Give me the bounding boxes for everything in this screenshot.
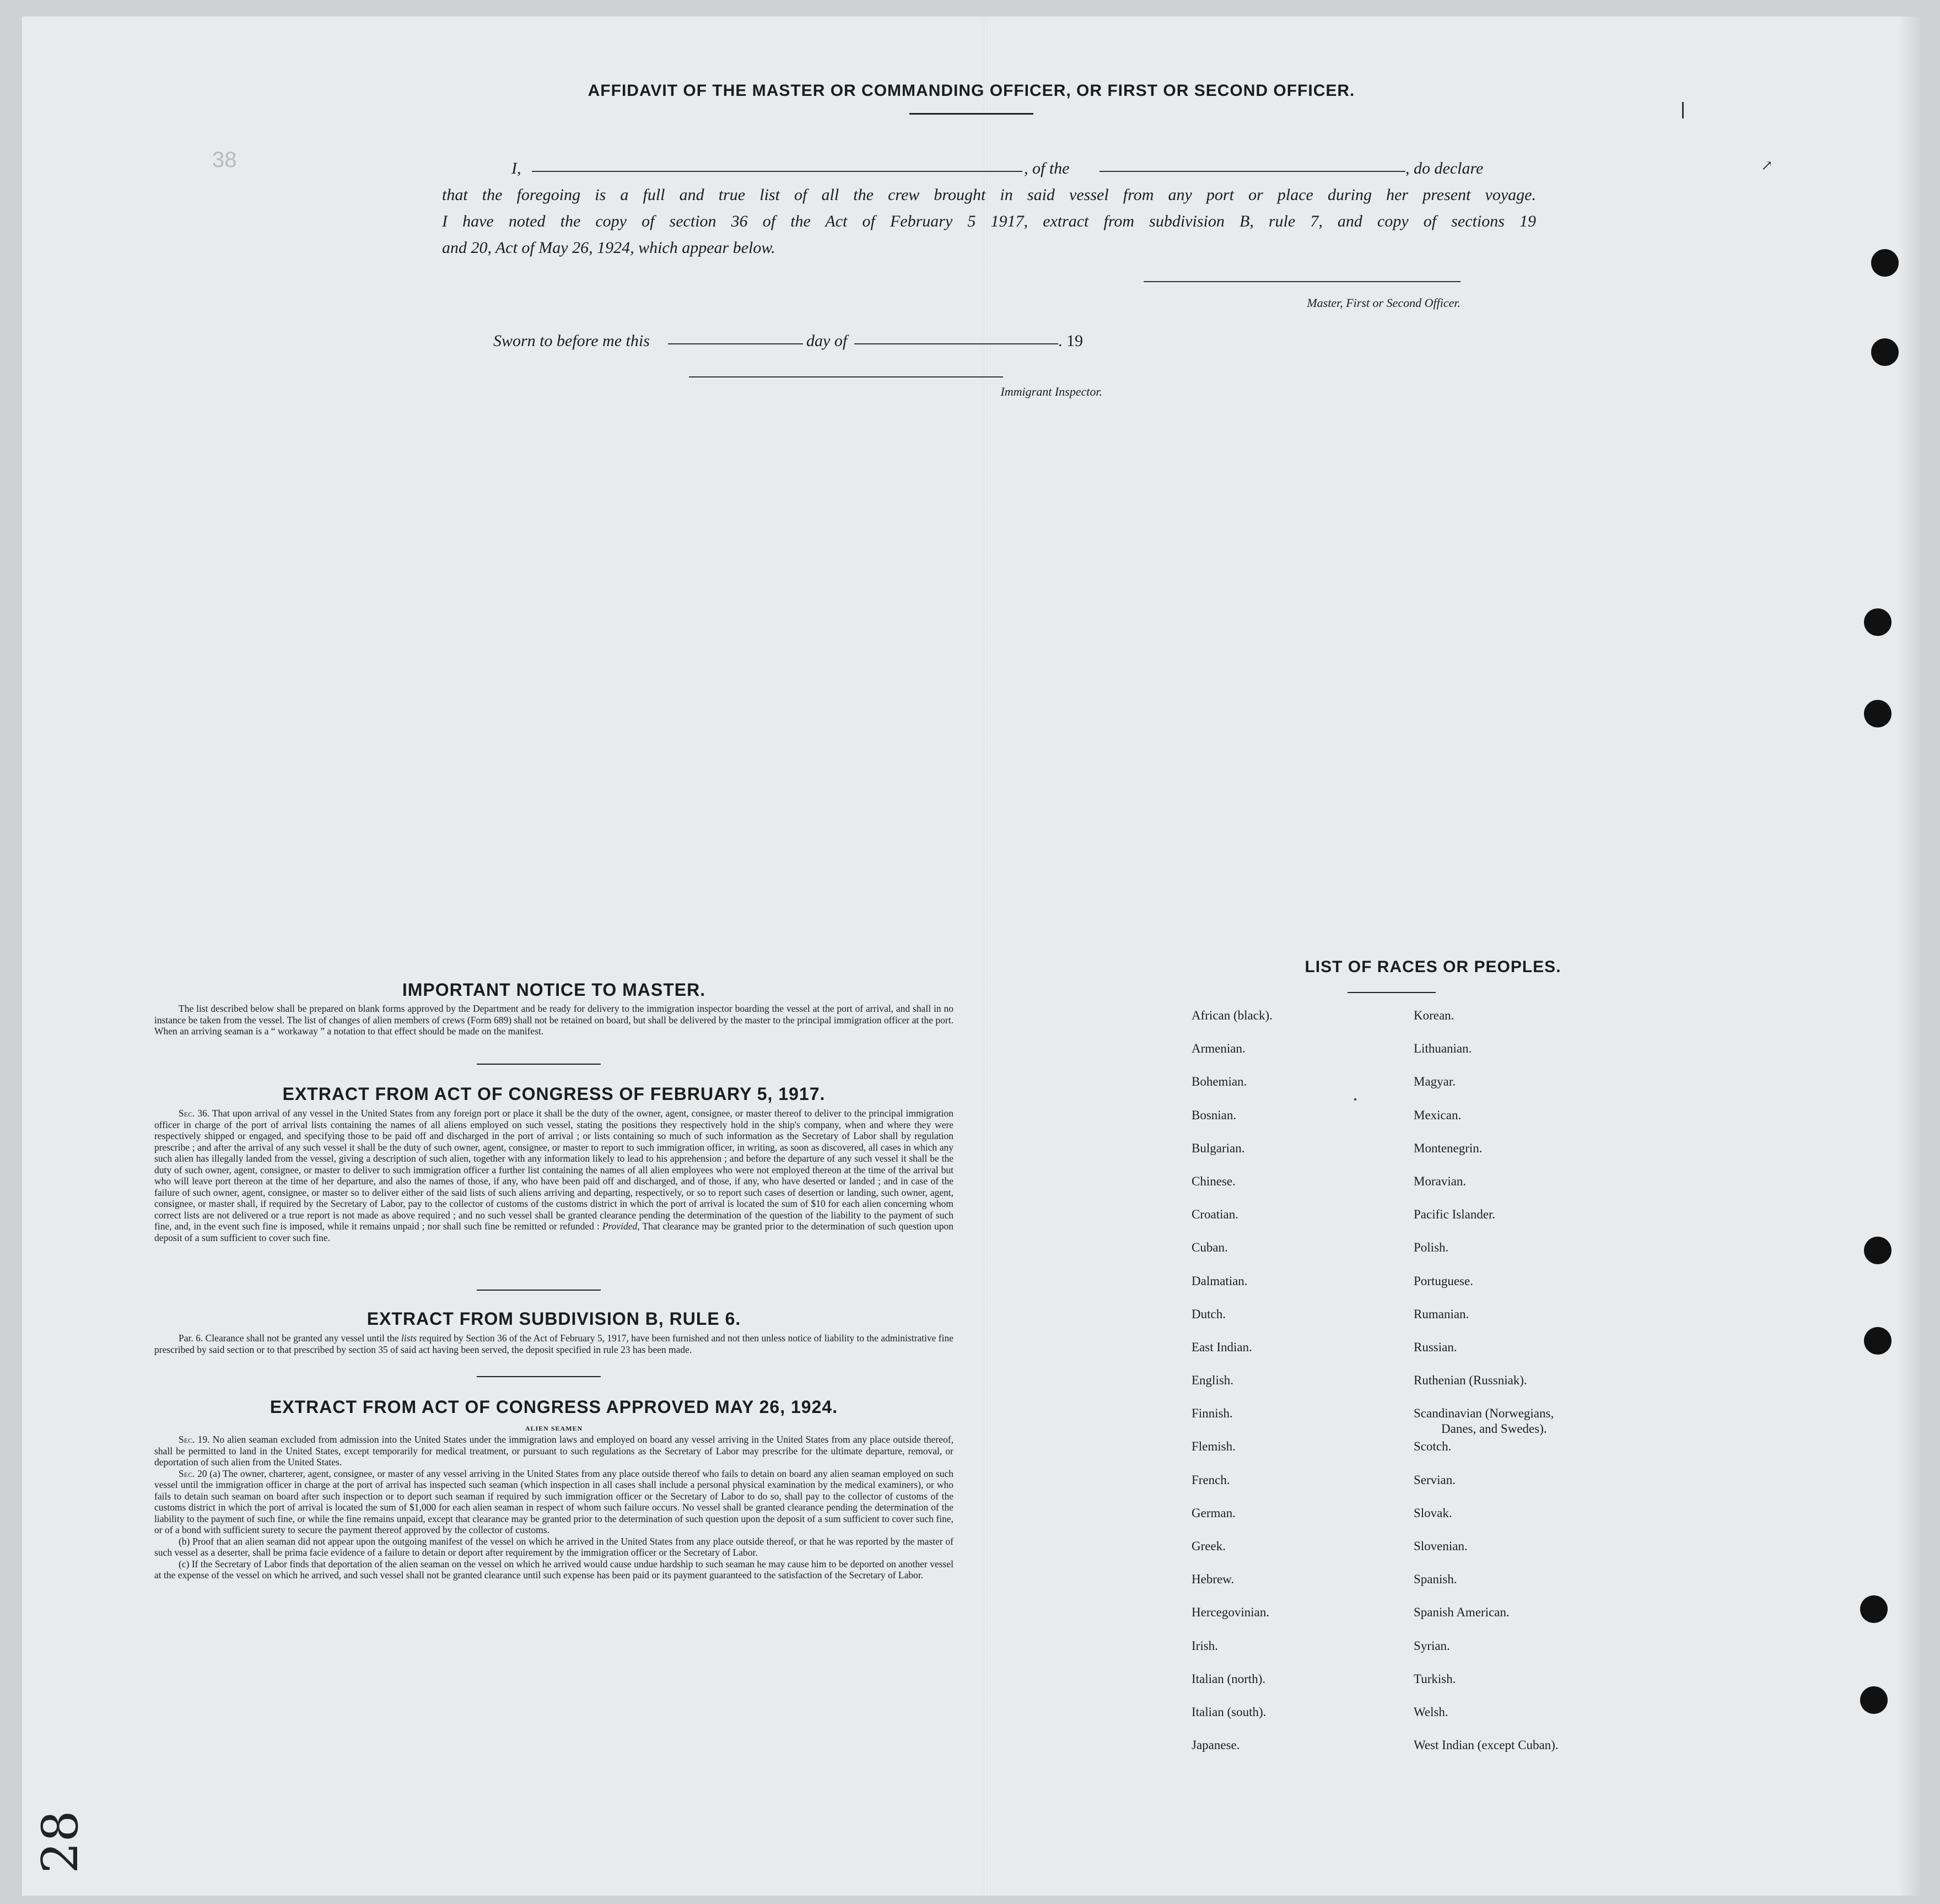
races-right-column (1414, 1008, 1651, 1771)
affidavit-line-4: and 20, Act of May 26, 1924, which appear below. (442, 239, 775, 257)
race-item: Armenian. (1192, 1042, 1246, 1056)
race-item: Rumanian. (1414, 1307, 1469, 1321)
section-36-paragraph (154, 1108, 953, 1243)
race-item: West Indian (except Cuban). (1414, 1738, 1559, 1752)
race-item: Hebrew. (1192, 1572, 1235, 1587)
rule-6-rule (477, 1376, 601, 1377)
notice-text-block (154, 1003, 953, 1037)
notice-title: IMPORTANT NOTICE TO MASTER. (402, 980, 706, 1000)
race-item: Syrian. (1414, 1638, 1450, 1653)
notice-paragraph: The list described below shall be prepared on blank forms approved by the Department and be ready for delivery to the immigration inspector boarding the vessel at the port of arrival, and shall in no instance be taken from the vessel. The list of changes of alien members of crews (Form 689) shall not be retained on board, but shall be delivered by the master to the principal immigration officer at the port. When an arriving seaman is a “ workaway ” a notation to that effect should be made on the manifest. (154, 1003, 953, 1037)
binder-hole (1864, 700, 1892, 727)
section-36-label: Sec. 36. (179, 1108, 210, 1119)
alien-seamen-subtitle: ALIEN SEAMEN (525, 1425, 583, 1432)
affidavit-line-3: I have noted the copy of section 36 of the Act of February 5 1917, extract from subdivision B, rule 7, and copy of sections 19 (442, 212, 1536, 230)
binder-hole (1864, 608, 1892, 636)
sworn-label: Sworn to before me this (493, 332, 650, 350)
race-item: Lithuanian. (1414, 1042, 1472, 1056)
race-item: Irish. (1192, 1638, 1218, 1653)
race-item: Bulgarian. (1192, 1141, 1245, 1155)
scandinavian-continuation: Danes, and Swedes). (1441, 1422, 1547, 1436)
center-fold (984, 17, 987, 1896)
race-item: Italian (south). (1192, 1705, 1267, 1719)
race-item: Spanish American. (1414, 1605, 1510, 1620)
margin-arrow-mark: ↗ (1761, 158, 1773, 174)
affidavit-line-2: that the foregoing is a full and true list of all the crew brought in said vessel from any port or place during her present voyage. (442, 186, 1536, 204)
race-item: Servian. (1414, 1473, 1456, 1487)
section-20-label: Sec. 20 (179, 1468, 207, 1479)
race-item: German. (1192, 1506, 1236, 1520)
affidavit-of-the-label: , of the (1024, 159, 1070, 177)
sworn-year-label: . 19 (1058, 332, 1083, 350)
race-item: English. (1192, 1373, 1234, 1388)
master-signature-caption: Master, First or Second Officer. (1307, 296, 1461, 310)
rule-6-paragraph (154, 1333, 953, 1355)
extract-1917-title: EXTRACT FROM ACT OF CONGRESS OF FEBRUARY 5, 1917. (282, 1084, 826, 1104)
binder-hole (1864, 1237, 1892, 1264)
race-item: Bosnian. (1192, 1108, 1237, 1122)
race-item: Hercegovinian. (1192, 1605, 1270, 1620)
race-item: Flemish. (1192, 1439, 1236, 1454)
affidavit-title-rule (909, 113, 1033, 115)
race-item: Bohemian. (1192, 1075, 1247, 1089)
sworn-month-blank[interactable] (854, 343, 1058, 344)
sworn-day-of-label: day of (806, 332, 848, 350)
inspector-caption: Immigrant Inspector. (1000, 385, 1102, 398)
race-item: Turkish. (1414, 1671, 1456, 1686)
race-item: East Indian. (1192, 1340, 1252, 1354)
races-title: LIST OF RACES OR PEOPLES. (1305, 958, 1561, 976)
race-item: Mexican. (1414, 1108, 1462, 1122)
race-item: Dalmatian. (1192, 1274, 1248, 1288)
section-19-paragraph (154, 1434, 953, 1468)
race-item: Magyar. (1414, 1075, 1456, 1089)
handwritten-page-number: 28 (31, 1810, 89, 1874)
race-item: Korean. (1414, 1008, 1454, 1022)
notice-rule (477, 1064, 601, 1065)
race-item: Slovenian. (1414, 1539, 1468, 1553)
race-item: Welsh. (1414, 1705, 1448, 1719)
race-item: Finnish. (1192, 1406, 1233, 1421)
master-signature-line[interactable] (1144, 281, 1461, 282)
rule-6-text-a: Par. 6. Clearance shall not be granted any vessel until the (179, 1333, 399, 1344)
provided-label: Provided, (602, 1221, 640, 1232)
section-20b-paragraph: (b) Proof that an alien seaman did not appear upon the outgoing manifest of the vessel on which he arrived in the United States from any place outside thereof, or that he was reported by the master of such vessel as a deserter, shall be prima facie evidence of a failure to detain or deport after requirement by the immigration officer or the Secretary of Labor. (154, 1535, 953, 1558)
faint-handwritten-number: 38 (212, 148, 237, 172)
race-item: African (black). (1192, 1008, 1273, 1022)
inspector-signature-line[interactable] (689, 376, 1003, 377)
binder-hole (1871, 338, 1899, 366)
race-item: Chinese. (1192, 1174, 1236, 1188)
name-blank-line[interactable] (532, 171, 1022, 172)
section-36-text: That upon arrival of any vessel in the United States from any foreign port or place it shall be the duty of the owner, agent, consignee, or master thereof to deliver to the principal immigration officer in charge of the port of arrival lists containing the names of all aliens employed on such vessel, stating the positions they respectively hold in the ship's company, when and where they were respectively shipped or engaged, and specifying those to be paid off and discharged in the port of arrival ; or lists containing so much of such information as the Secretary of Labor shall by regulation prescribe ; and after the arrival of any such vessel it shall be the duty of such owner, agent, consignee, or master to report to such immigration officer, in writing, as soon as discovered, all cases in which any such alien has illegally landed from the vessel, giving a description of such alien, together with any information likely to lead to his apprehension ; and before the departure of any such vessel it shall be the duty of such owner, agent, consignee, or master to deliver to such immigration officer a further list containing the names of all alien employees who were not employed thereon at the time of the arrival but who will leave port thereon at the time of her departure, and also the names of those, if any, who have been paid off and discharged, and of those, if any, who have deserted or landed ; and in case of the failure of such owner, agent, consignee, or master so to deliver either of the said lists of such aliens arriving and departing, respectively, or so to report such cases of desertion or landing, such owner, agent, consignee, or master shall, if required by the Secretary of Labor, pay to the collector of customs of the customs district in which the port of arrival is located the sum of $10 for each alien concerning whom correct lists are not delivered or a true report is not made as above required ; and no such vessel shall be granted clearance pending the determination of the question of the liability to the payment of such fine, and, in the event such fine is imposed, while it remains unpaid ; nor shall such fine be remitted or refunded : (154, 1108, 953, 1232)
extract-1917-text-block (154, 1108, 953, 1243)
race-item: Moravian. (1414, 1174, 1467, 1188)
stray-dot (1354, 1098, 1356, 1101)
race-item: Cuban. (1192, 1240, 1228, 1255)
rule-6-title: EXTRACT FROM SUBDIVISION B, RULE 6. (367, 1309, 741, 1329)
affidavit-title: AFFIDAVIT OF THE MASTER OR COMMANDING OFFICER, OR FIRST OR SECOND OFFICER. (588, 82, 1355, 100)
race-item: Polish. (1414, 1240, 1449, 1255)
rule-6-lists-word: lists (401, 1333, 417, 1344)
sworn-day-blank[interactable] (668, 343, 803, 344)
race-item: Spanish. (1414, 1572, 1457, 1587)
affidavit-i-label: I, (511, 159, 521, 177)
race-item: Portuguese. (1414, 1274, 1473, 1288)
race-item: Dutch. (1192, 1307, 1226, 1321)
binder-hole (1871, 249, 1899, 277)
rule-6-text-b: required by Section 36 of the Act of February 5, 1917, have been furnished and not then unless notice of liability to the administrative fine prescribed by said section or to that prescribed by section 35 of said act having been served, the deposit specified in rule 23 has been made. (154, 1333, 954, 1355)
section-20c-paragraph: (c) If the Secretary of Labor finds that deportation of the alien seaman on the vessel on which he arrived would cause undue hardship to such seaman he may cause him to be deported on another vessel at the expense of the vessel on which he arrived, and such vessel shall not be granted clearance until such expense has been paid or its payment guaranteed to the satisfaction of the Secretary of Labor. (154, 1558, 953, 1581)
races-title-rule (1348, 992, 1436, 993)
race-item: Scotch. (1414, 1439, 1452, 1454)
race-item: Russian. (1414, 1340, 1457, 1354)
race-item: Pacific Islander. (1414, 1207, 1496, 1222)
binder-hole (1860, 1686, 1888, 1714)
extract-1924-title: EXTRACT FROM ACT OF CONGRESS APPROVED MAY 26, 1924. (270, 1397, 838, 1417)
section-19-text: No alien seaman excluded from admission into the United States under the immigration laws and employed on board any vessel arriving in the United States from any place outside thereof, shall be permitted to land in the United States, except temporarily for medical treatment, or pursuant to such regulations as the Secretary of Labor may prescribe for the ultimate departure, removal, or deportation of such alien from the United States. (154, 1434, 953, 1468)
rule-6-text-block (154, 1333, 953, 1355)
race-item: Japanese. (1192, 1738, 1240, 1752)
race-item: Scandinavian (Norwegians, (1414, 1406, 1554, 1421)
page-edge-shadow (1899, 17, 1921, 1896)
race-item: Croatian. (1192, 1207, 1238, 1222)
document-page (22, 17, 1921, 1896)
races-left-column (1192, 1008, 1390, 1771)
margin-tick-mark (1682, 102, 1684, 118)
race-item: Ruthenian (Russniak). (1414, 1373, 1527, 1388)
section-20a-text: (a) The owner, charterer, agent, consignee, or master of any vessel arriving in the United States from any place outside thereof who fails to detain on board any alien seaman employed on such vessel until the immigration officer in charge at the port of arrival has inspected such seaman (which inspection in all cases shall include a personal physical examination by the medical examiners), or who fails to detain such seaman on board after such inspection or to deport such seaman if required by such immigration officer or the Secretary of Labor to do so, shall pay to the collector of customs of the customs district in which the port of arrival is located the sum of $1,000 for each alien seaman in respect of whom such failure occurs. No vessel shall be granted clearance pending the determination of the liability to the payment of such fine, or while the fine remains unpaid, except that clearance may be granted prior to the determination of such question upon the deposit of a sum sufficient to cover such fine, or of a bond with sufficient surety to secure the payment thereof approved by the collector of customs. (154, 1468, 953, 1535)
extract-1917-rule (477, 1290, 601, 1291)
provided-text: That clearance may be granted prior to the determination of such question upon deposit of a sum sufficient to cover such fine. (154, 1221, 954, 1243)
section-19-label: Sec. 19. (179, 1434, 210, 1445)
race-item: Greek. (1192, 1539, 1226, 1553)
affidavit-do-declare: , do declare (1405, 159, 1484, 177)
race-item: Italian (north). (1192, 1671, 1266, 1686)
binder-hole (1864, 1327, 1892, 1355)
race-item: Slovak. (1414, 1506, 1452, 1520)
vessel-blank-line[interactable] (1100, 171, 1405, 172)
section-20a-paragraph (154, 1468, 953, 1536)
binder-hole (1860, 1595, 1888, 1623)
extract-1924-text-block (154, 1434, 953, 1581)
race-item: French. (1192, 1473, 1230, 1487)
race-item: Montenegrin. (1414, 1141, 1483, 1155)
